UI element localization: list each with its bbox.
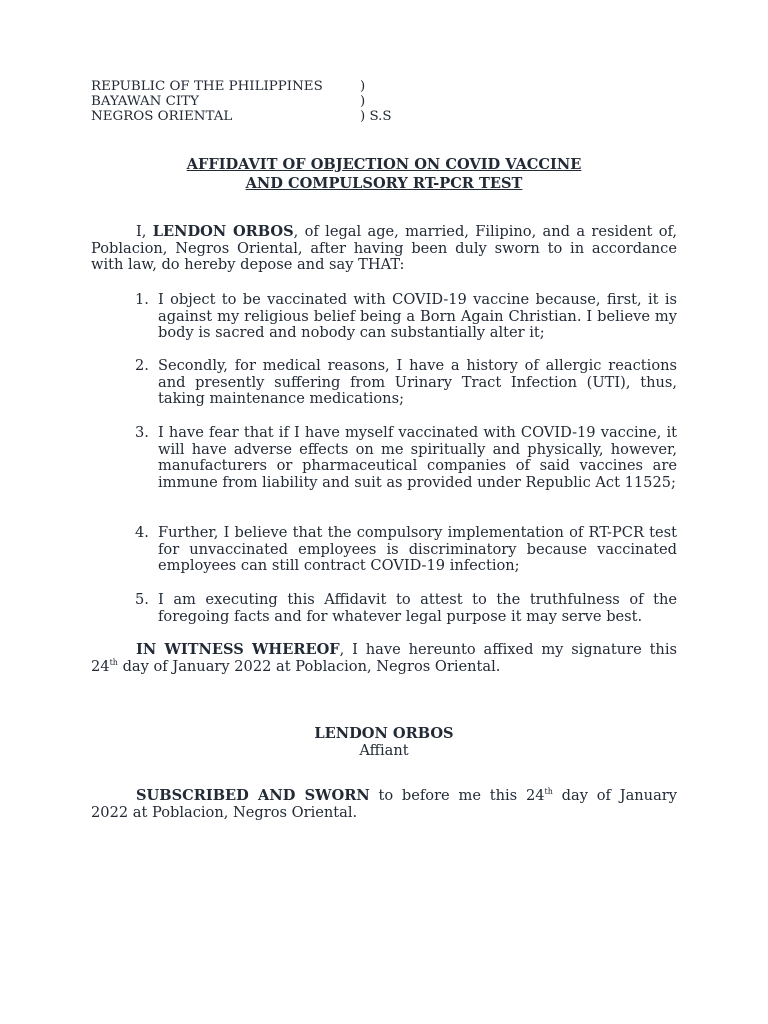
item-number: 2.	[135, 357, 149, 374]
item-number: 1.	[135, 291, 149, 308]
item-text: Secondly, for medical reasons, I have a history of allergic reactions and presently suffering from Urinary Tract Infection (UTI), thus, taking maintenance medications;	[158, 357, 677, 408]
list-item	[135, 358, 677, 408]
witness-paragraph	[91, 642, 677, 675]
witness-text-1: , I have hereunto affixed my signature this 24	[91, 641, 677, 675]
list-item	[135, 425, 677, 491]
venue-block	[91, 79, 392, 124]
venue-paren: ) S.S	[360, 109, 392, 124]
affiant-name-inline: LENDON ORBOS	[152, 223, 294, 240]
item-text: Further, I believe that the compulsory implementation of RT-PCR test for unvaccinated employees is discriminatory because vaccinated employees can still contract COVID-19 infection;	[158, 524, 677, 575]
jurat-paragraph	[91, 788, 677, 821]
venue-line	[91, 109, 392, 124]
list-item	[135, 292, 677, 342]
item-number: 5.	[135, 591, 149, 608]
venue-line	[91, 79, 392, 94]
jurat-text-2: day of January 2022 at Poblacion, Negros Oriental.	[91, 787, 677, 821]
jurat-ordinal: th	[544, 787, 553, 797]
title-line-1: AFFIDAVIT OF OBJECTION ON COVID VACCINE	[186, 156, 582, 173]
item-text: I object to be vaccinated with COVID-19 vaccine because, first, it is against my religious belief being a Born Again Christian. I believe my body is sacred and nobody can substantially alter it;	[158, 291, 677, 342]
document-title	[91, 155, 677, 193]
venue-paren: )	[360, 79, 366, 94]
signature-block	[91, 725, 677, 759]
item-text: I am executing this Affidavit to attest to the truthfulness of the foregoing facts and for whatever legal purpose it may serve best.	[158, 591, 677, 625]
venue-paren: )	[360, 94, 366, 109]
jurat-text-1: to before me this 24	[369, 787, 545, 804]
intro-prefix: I,	[136, 223, 153, 240]
witness-text-2: day of January 2022 at Poblacion, Negros Oriental.	[117, 657, 501, 675]
affiant-name: LENDON ORBOS	[314, 725, 454, 742]
affiant-role: Affiant	[359, 742, 409, 759]
item-number: 3.	[135, 424, 149, 441]
item-number: 4.	[135, 524, 149, 541]
venue-place: NEGROS ORIENTAL	[91, 109, 233, 124]
item-text: I have fear that if I have myself vaccinated with COVID-19 vaccine, it will have adverse effects on me spiritually and physically, however, manufacturers or pharmaceutical companies of said vaccines are immune from liability and suit as provided under Republic Act 11525;	[158, 424, 677, 491]
intro-paragraph	[91, 224, 677, 274]
title-line-2: AND COMPULSORY RT-PCR TEST	[245, 175, 523, 192]
venue-place: BAYAWAN CITY	[91, 94, 199, 109]
jurat-lead: SUBSCRIBED AND SWORN	[136, 787, 370, 804]
intro-text: , of legal age, married, Filipino, and a resident of, Poblacion, Negros Oriental, after having been duly sworn to in accordance with law, do hereby depose and say THAT:	[91, 223, 678, 274]
witness-ordinal: th	[109, 657, 118, 667]
venue-place: REPUBLIC OF THE PHILIPPINES	[91, 79, 323, 94]
list-item	[135, 592, 677, 625]
witness-lead: IN WITNESS WHEREOF	[136, 641, 340, 658]
list-item	[135, 525, 677, 575]
venue-line	[91, 94, 392, 109]
